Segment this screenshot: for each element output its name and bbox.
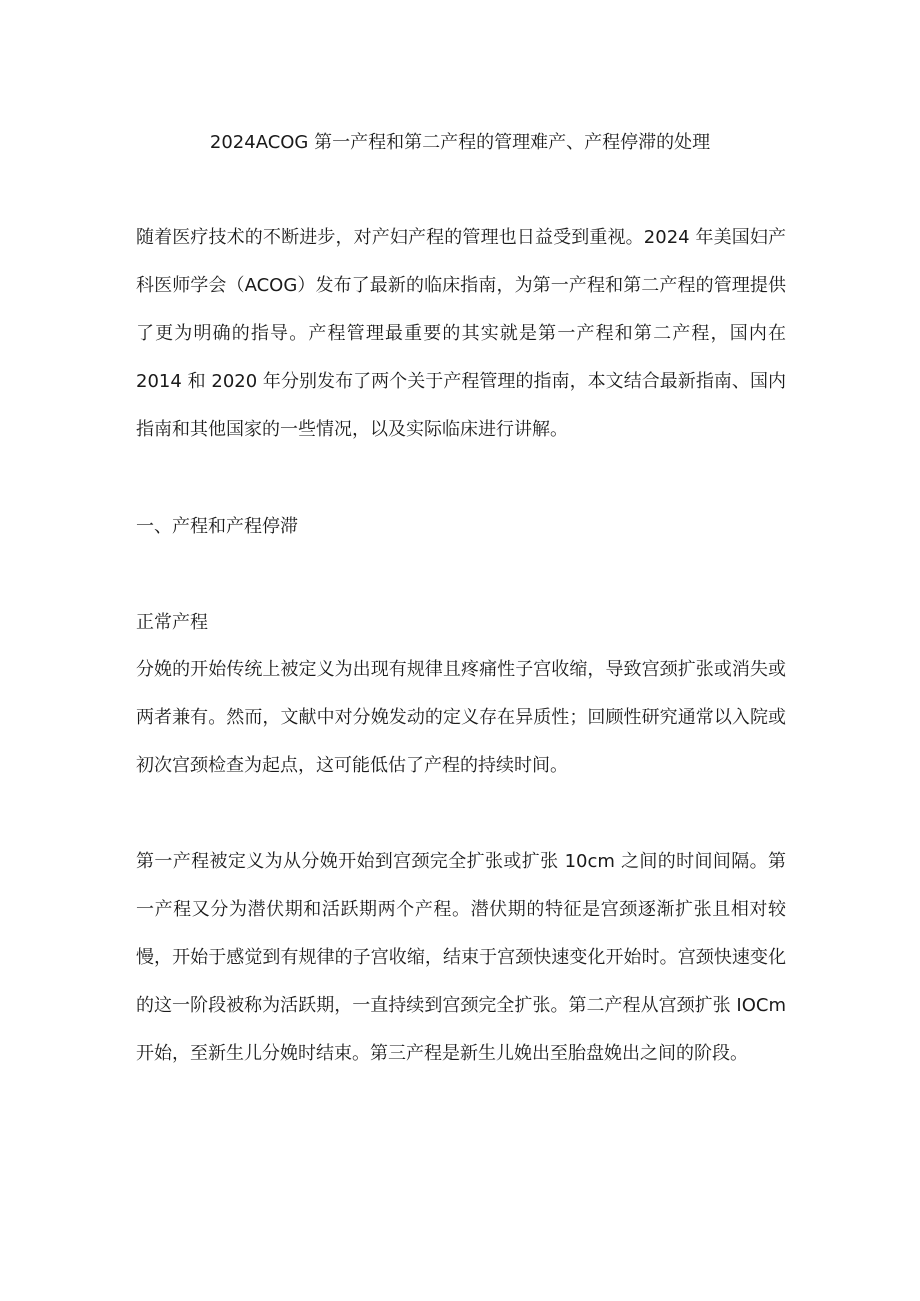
stages-paragraph: 第一产程被定义为从分娩开始到宫颈完全扩张或扩张 10cm 之间的时间间隔。第一产程又分为潜伏期和活跃期两个产程。潜伏期的特征是宫颈逐渐扩张且相对较慢，开始于感觉到有规律的子宫收缩，结束于宫颈快速变化开始时。宫颈快速变化的这一阶段被称为活跃期，一直持续到宫颈完全扩张。第二产程从宫颈扩张 IOCm 开始，至新生儿分娩时结束。第三产程是新生儿娩出至胎盘娩出之间的阶段。 <box>136 851 786 1064</box>
intro-paragraph: 随着医疗技术的不断进步，对产妇产程的管理也日益受到重视。2024 年美国妇产科医师学会（ACOG）发布了最新的临床指南，为第一产程和第二产程的管理提供了更为明确的指导。产程管理最重要的其实就是第一产程和第二产程，国内在 2014 和 2020 年分别发布了两个关于产程管理的指南，本文结合最新指南、国内指南和其他国家的一些情况，以及实际临床进行讲解。 <box>136 227 786 440</box>
subsection-heading: 正常产程 <box>136 612 208 633</box>
document-title: 2024ACOG 第一产程和第二产程的管理难产、产程停滞的处理 <box>209 132 711 153</box>
onset-paragraph: 分娩的开始传统上被定义为出现有规律且疼痛性子宫收缩，导致宫颈扩张或消失或两者兼有。然而，文献中对分娩发动的定义存在异质性；回顾性研究通常以入院或初次宫颈检查为起点，这可能低估了产程的持续时间。 <box>136 659 786 776</box>
section-heading: 一、产程和产程停滞 <box>136 516 298 537</box>
